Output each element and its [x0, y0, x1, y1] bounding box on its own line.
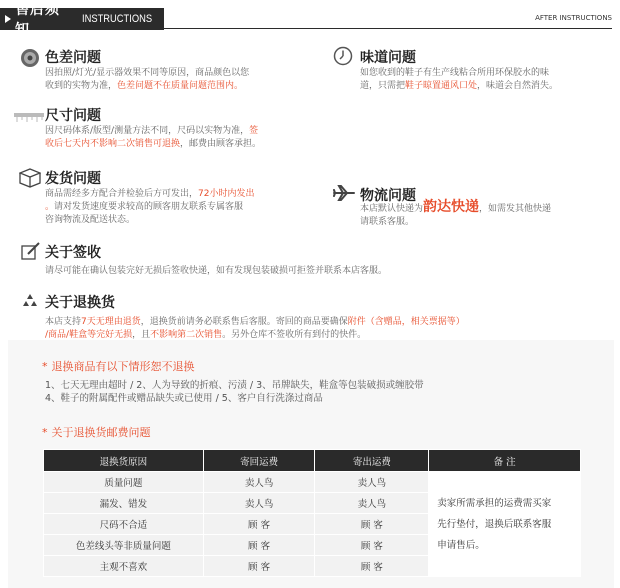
refuse-line-2: 4、鞋子的附属配件或赠品缺失或已使用 / 5、客户自行洗涤过商品 [45, 393, 323, 404]
section-title-color: 色差问题 [45, 50, 101, 66]
section-body-smell [360, 67, 610, 93]
cell-send-fee: 卖人鸟 [315, 493, 429, 514]
size-line-1-red: 签 [249, 126, 259, 136]
section-body-return [45, 316, 605, 342]
color-line-2-red: 色差问题不在质量问题范围内。 [117, 81, 244, 91]
cell-return-fee: 顾 客 [203, 556, 315, 577]
col-header-send-fee: 寄出运费 [315, 450, 429, 472]
size-line-1a: 因尺码体系/版型/测量方法不同，尺码以实物为准， [45, 126, 250, 136]
cell-return-fee: 卖人鸟 [203, 493, 315, 514]
play-triangle-icon [5, 15, 11, 23]
cell-note [429, 472, 581, 577]
courier-name: 韵达快递 [423, 199, 480, 215]
shipping-line-1 [45, 188, 305, 201]
refuse-line-1: 1、七天无理由超时 / 2、人为导致的折痕、污渍 / 3、吊牌缺失，鞋盒等包装破损或缠胶带 [45, 380, 424, 391]
cell-send-fee: 顾 客 [315, 535, 429, 556]
header-bar [0, 2, 164, 38]
shipping-line-1a: 商品需经多方配合并检验后方可发出， [45, 189, 199, 199]
size-line-1 [45, 125, 305, 138]
postage-table [43, 449, 581, 577]
smell-line-2a: 道，只需把 [360, 81, 406, 91]
asterisk-icon: * [42, 360, 48, 373]
refuse-body [45, 379, 605, 405]
section-body-sign [45, 265, 605, 278]
col-header-return-fee: 寄回运费 [203, 450, 315, 472]
logistics-line-1b: ，如需发其他快递 [479, 204, 552, 214]
smell-line-2b: ，味道会自然消失。 [477, 81, 559, 91]
shipping-line-3: 咨询物流及配送状态。 [45, 215, 136, 225]
shipping-line-2b: 请对发货速度要求较高的顾客朋友联系专属客服 [54, 202, 244, 212]
postage-title [42, 424, 151, 440]
return-line-1b: ，退换货前请务必联系售后客服。寄回的商品要确保 [140, 317, 348, 327]
smell-line-2 [360, 80, 610, 93]
note-line-3: 申请售后。 [437, 539, 485, 551]
cell-reason: 漏发、错发 [44, 493, 204, 514]
section-body-size [45, 125, 305, 151]
pencil-icon [21, 242, 41, 264]
note-line-2: 先行垫付，退换后联系客服 [437, 518, 552, 530]
return-line-2-red2: 不影响第二次销售 [150, 330, 223, 340]
smell-line-2-red: 鞋子晾置通风口处 [405, 81, 478, 91]
asterisk-icon: * [42, 426, 48, 439]
shipping-line-2 [45, 201, 305, 214]
box-icon [19, 168, 41, 192]
return-line-1-red2: 附件（含赠品，相关票据等） [347, 317, 465, 327]
note-line-1: 卖家所需承担的运费需买家 [437, 497, 552, 509]
recycle-icon [21, 292, 39, 314]
section-body-color [45, 67, 315, 93]
page-header [0, 2, 620, 38]
return-line-1 [45, 316, 605, 329]
cell-return-fee: 顾 客 [203, 535, 315, 556]
size-line-2-red: 收后七天内不影响二次销售可退换 [45, 139, 181, 149]
col-header-reason: 退换货原因 [44, 450, 204, 472]
shipping-line-1-red: 72小时内发出 [198, 189, 255, 199]
return-line-2-red: /商品/鞋盒等完好无损 [45, 330, 133, 340]
table-row [44, 472, 581, 493]
logistics-line-1 [360, 201, 616, 216]
header-divider [164, 28, 612, 29]
cell-send-fee: 卖人鸟 [315, 472, 429, 493]
cell-return-fee: 卖人鸟 [203, 472, 315, 493]
logistics-line-2: 请联系客服。 [360, 217, 415, 227]
section-title-smell: 味道问题 [360, 50, 416, 66]
cell-send-fee: 顾 客 [315, 556, 429, 577]
section-body-shipping [45, 188, 305, 227]
size-line-2b: ，邮费由顾客承担。 [180, 139, 262, 149]
return-line-1-red1: 7天无理由退货 [81, 317, 141, 327]
section-title-shipping: 发货问题 [45, 171, 101, 187]
section-title-logistics: 物流问题 [360, 188, 416, 204]
smell-line-1: 如您收到的鞋子有生产线粘合所用环保胶水的味 [360, 68, 550, 78]
logistics-line-1a: 本店默认快递为 [360, 204, 424, 214]
header-title-cn: 售后须知 [15, 2, 60, 38]
color-line-2 [45, 80, 315, 93]
sign-line-1: 请尽可能在确认包装完好无损后签收快递，如有发现包装破损可拒签并联系本店客服。 [45, 266, 388, 276]
color-disc-icon [20, 48, 40, 72]
color-line-2a: 收到的实物为准， [45, 81, 118, 91]
section-title-sign: 关于签收 [45, 245, 101, 261]
clock-icon [333, 46, 353, 70]
section-title-return: 关于退换货 [45, 295, 115, 311]
airplane-icon [333, 184, 355, 206]
color-line-1: 因拍照/灯光/显示器效果不同等原因，商品颜色以您 [45, 68, 250, 78]
refuse-title [42, 358, 195, 374]
cell-return-fee: 顾 客 [203, 514, 315, 535]
refuse-title-text: 退换商品有以下情形恕不退换 [51, 360, 195, 373]
section-body-logistics [360, 201, 616, 229]
header-title-en: INSTRUCTIONS [81, 13, 152, 25]
cell-reason: 尺码不合适 [44, 514, 204, 535]
ruler-icon [14, 110, 44, 129]
return-line-2c: 。另外仓库不签收所有到付的快件。 [222, 330, 367, 340]
cell-send-fee: 顾 客 [315, 514, 429, 535]
col-header-note: 备 注 [429, 450, 581, 472]
shipping-line-2-red: 。 [45, 202, 55, 212]
return-line-2b: ，且 [132, 330, 151, 340]
postage-title-text: 关于退换货邮费问题 [51, 426, 151, 439]
size-line-2 [45, 138, 305, 151]
cell-reason: 主观不喜欢 [44, 556, 204, 577]
cell-reason: 质量问题 [44, 472, 204, 493]
cell-reason: 色差线头等非质量问题 [44, 535, 204, 556]
header-right-text: AFTER INSTRUCTIONS [535, 14, 612, 22]
section-title-size: 尺寸问题 [45, 108, 101, 124]
table-header-row [44, 450, 581, 472]
return-line-1a: 本店支持 [45, 317, 82, 327]
